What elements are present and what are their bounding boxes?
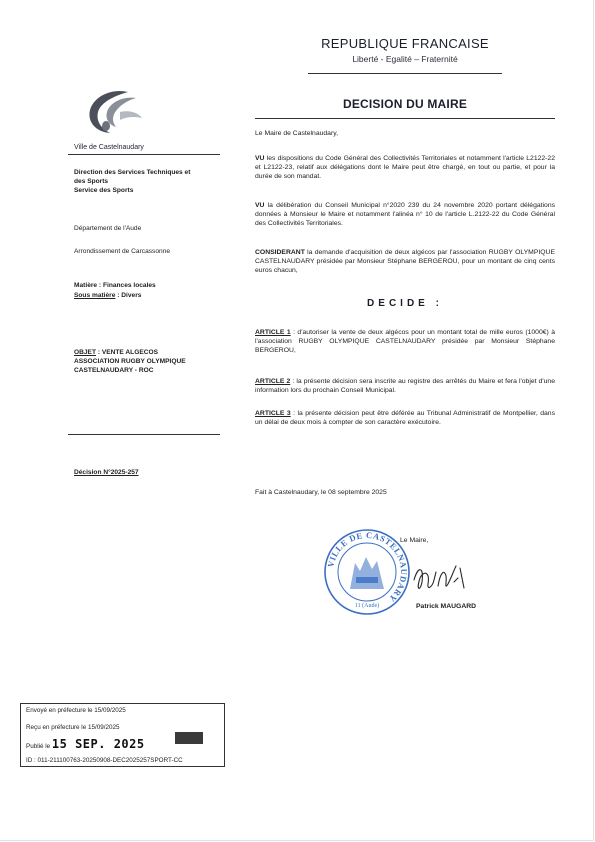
objet-label: OBJET (74, 349, 96, 356)
article-2 (255, 378, 555, 396)
sous-matiere-label: Sous matière (74, 292, 116, 299)
considerant-text: la demande d'acquisition de deux algécos par l'association RUGBY OLYMPIQUE CASTELNAUDARY présidée par Monsieur Stéphane BERGEROU, pour un montant de cinq cents euros chacun, (255, 249, 555, 274)
intro-text: Le Maire de Castelnaudary, (255, 130, 338, 137)
objet-line-1: : VENTE ALGECOS (95, 349, 159, 356)
matiere (74, 282, 156, 291)
prefecture-receipt (20, 703, 225, 767)
matiere-label: Matière (74, 282, 98, 289)
objet-line-2: ASSOCIATION RUGBY OLYMPIQUE (74, 357, 186, 365)
article-2-text: : la présente décision sera inscrite au registre des arrêtés du Maire et fera l'objet d'une information lors du prochain Conseil Municipal. (255, 378, 555, 394)
receipt-recu: Reçu en préfecture le 15/09/2025 (26, 724, 120, 731)
vu-paragraph-2 (255, 202, 555, 229)
considerant-paragraph (255, 249, 555, 276)
decide-heading: DECIDE : (367, 298, 443, 309)
vu-1-label: VU (255, 155, 265, 162)
signatory-name: Patrick MAUGARD (416, 603, 477, 610)
receipt-publie (26, 737, 145, 751)
le-maire: Le Maire, (400, 537, 429, 544)
sous-matiere (74, 292, 141, 301)
article-3 (255, 410, 555, 428)
article-1-label: ARTICLE 1 (255, 329, 291, 336)
objet-line-3: CASTELNAUDARY - ROC (74, 366, 154, 374)
mayor-signature (410, 560, 470, 596)
arrondissement: Arrondissement de Carcassonne (74, 248, 171, 255)
left-rule-bottom (68, 434, 220, 435)
left-rule-top (68, 154, 220, 155)
decision-number-text: Décision N°2025-257 (74, 469, 139, 476)
sous-matiere-value: : Divers (115, 292, 142, 299)
vu-2-text: la délibération du Conseil Municipal n°2020 239 du 24 novembre 2020 portant délégations données à Monsieur le Maire et notamment l'alinéa n° 10 de l'article L.2122-22 du Code Général des Collectivités Territoriales. (255, 202, 555, 227)
receipt-publie-date: 15 SEP. 2025 (51, 737, 145, 751)
republic-title: REPUBLIQUE FRANCAISE (321, 36, 489, 51)
receipt-stamp-badge (175, 732, 203, 744)
article-3-label: ARTICLE 3 (255, 410, 291, 417)
republic-motto: Liberté - Egalité – Fraternité (352, 54, 458, 64)
signatory (416, 603, 476, 612)
considerant-label: CONSIDERANT (255, 249, 305, 256)
direction-line-2: des Sports (74, 177, 109, 185)
receipt-publie-label: Publié le (26, 743, 51, 750)
vu-paragraph-1 (255, 155, 555, 182)
direction-line-1: Direction des Services Techniques et (74, 169, 191, 176)
receipt-id: ID : 011-211100763-20250908-DEC2025257SPORT-CC (26, 757, 183, 764)
vu-1-text: les dispositions du Code Général des Collectivités Territoriales et notamment l'article L2122-22 et L2122-23, relatif aux délégations dont le Maire peut être chargé, en tout ou partie, et pour la durée de son mandat. (255, 155, 555, 180)
departement: Département de l'Aude (74, 225, 142, 232)
matiere-value: : Finances locales (97, 282, 156, 289)
objet-block (74, 349, 186, 375)
decision-title: DECISION DU MAIRE (342, 97, 468, 111)
receipt-envoye: Envoyé en préfecture le 15/09/2025 (26, 707, 126, 714)
header-rule (308, 73, 502, 74)
vu-2-label: VU (255, 202, 265, 209)
article-1-text: : d'autoriser la vente de deux algécos pour un montant total de mille euros (1000€) à l'association RUGBY OLYMPIQUE CASTELNAUDARY présidée par Monsieur Stéphane BERGEROU, (255, 329, 555, 354)
direction-block (74, 169, 224, 195)
article-1 (255, 329, 555, 356)
article-2-label: ARTICLE 2 (255, 378, 291, 385)
title-rule (255, 118, 555, 119)
city-name: Ville de Castelnaudary (74, 144, 144, 151)
decision-number (74, 469, 139, 478)
stamp-ring-text: VILLE DE CASTELNAUDARY (325, 529, 410, 605)
city-stamp (322, 527, 412, 617)
stamp-dept: 11 (Aude) (354, 603, 380, 609)
city-logo (76, 82, 156, 142)
article-3-text: : la présente décision peut être déférée au Tribunal Administratif de Montpellier, dans un délai de deux mois à compter de son caractère exécutoire. (255, 410, 555, 426)
fait-a: Fait à Castelnaudary, le 08 septembre 2025 (255, 489, 387, 496)
service-name: Service des Sports (74, 186, 134, 194)
